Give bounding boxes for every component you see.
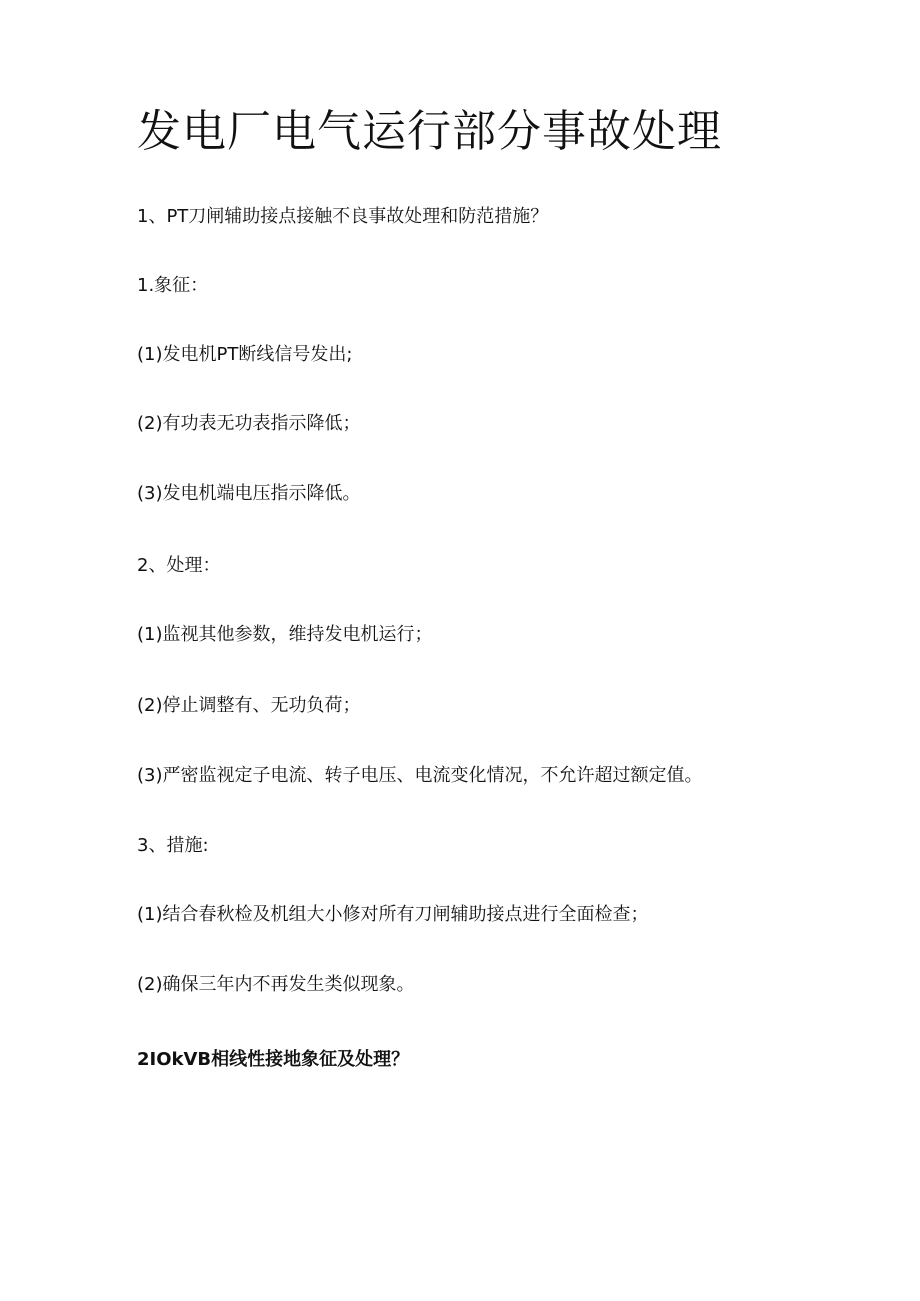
measures-heading: 3、措施: [137,835,209,856]
question-2: 2IOkVB相线性接地象征及处理？ [137,1049,410,1070]
handling-item-3: (3)严密监视定子电流、转子电压、电流变化情况，不允许超过额定值。 [137,765,703,786]
symptom-item-1: (1)发电机PT断线信号发出; [137,344,353,365]
measures-item-1: (1)结合春秋检及机组大小修对所有刀闸辅助接点进行全面检查； [137,904,649,925]
document-title: 发电厂电气运行部分事故处理 [137,106,722,157]
symptom-item-3: (3)发电机端电压指示降低。 [137,483,361,504]
symptom-heading: 1.象征： [137,275,209,296]
handling-item-2: (2)停止调整有、无功负荷； [137,695,361,716]
question-1: 1、PT刀闸辅助接点接触不良事故处理和防范措施？ [137,206,549,227]
handling-item-1: (1)监视其他参数，维持发电机运行； [137,624,433,645]
symptom-item-2: (2)有功表无功表指示降低； [137,413,361,434]
handling-heading: 2、处理： [137,555,221,576]
measures-item-2: (2)确保三年内不再发生类似现象。 [137,974,415,995]
